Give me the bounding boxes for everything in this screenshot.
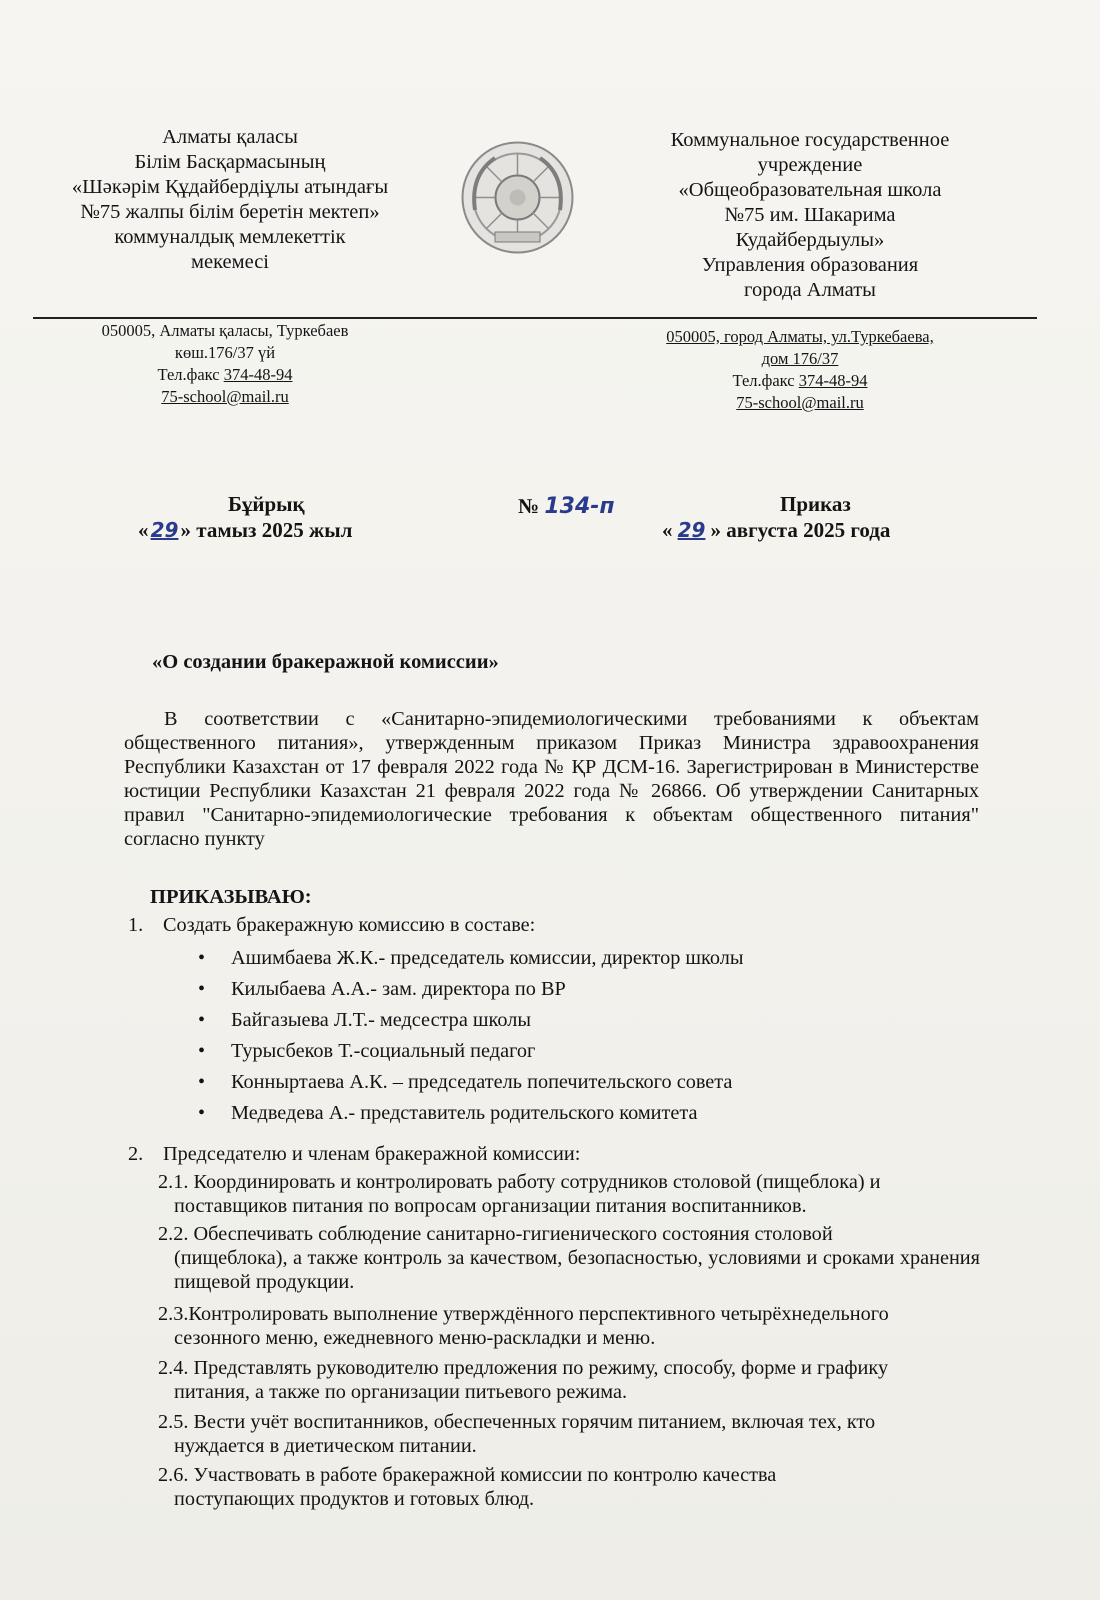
phone-kz bbox=[40, 364, 410, 386]
order-date-kz bbox=[138, 518, 352, 543]
order-title-ru: Приказ bbox=[780, 492, 851, 516]
header-kz-block bbox=[40, 125, 420, 275]
list-item: • Медведева А.- представитель родительского комитета bbox=[198, 1098, 898, 1129]
subitem-first-line: 2.4. Представлять руководителю предложения по режиму, способу, форме и графику bbox=[158, 1357, 889, 1379]
header-ru-block bbox=[600, 128, 1020, 303]
header-ru-line: «Общеобразовательная школа bbox=[678, 179, 942, 201]
phone-label: Тел.факс bbox=[732, 371, 799, 390]
phone-number: 374-48-94 bbox=[798, 371, 868, 390]
header-ru-line: города Алматы bbox=[744, 279, 876, 301]
header-kz-line: мекемесі bbox=[191, 251, 269, 273]
list-item: • Килыбаева А.А.- зам. директора по ВР bbox=[198, 974, 898, 1005]
phone-label: Тел.факс bbox=[157, 365, 224, 384]
header-kz-line: коммуналдық мемлекеттік bbox=[114, 226, 346, 248]
address-ru-block bbox=[620, 326, 980, 414]
header-kz-line: №75 жалпы білім беретін мектеп» bbox=[80, 201, 380, 223]
address-kz-line: 050005, Алматы қаласы, Туркебаев bbox=[101, 321, 349, 340]
subitem-first-line: 2.5. Вести учёт воспитанников, обеспеченных горячим питанием, включая тех, кто bbox=[158, 1411, 876, 1433]
header-kz-line: «Шәкәрім Құдайбердіұлы атындағы bbox=[71, 176, 389, 198]
list-item: • Конныртаева А.К. – председатель попечительского совета bbox=[198, 1067, 898, 1098]
subitem-continuation: питания, а также по организации питьевого режима. bbox=[174, 1381, 628, 1403]
email-kz[interactable]: 75-school@mail.ru bbox=[161, 387, 289, 406]
list-item: • Ашимбаева Ж.К.- председатель комиссии, директор школы bbox=[198, 943, 898, 974]
item-2-number: 2. bbox=[128, 1143, 144, 1165]
address-kz-line: көш.176/37 үй bbox=[174, 343, 276, 362]
kazakhstan-emblem-icon bbox=[460, 140, 575, 255]
address-ru-line: дом 176/37 bbox=[761, 349, 839, 368]
handwritten-day-kz: 29 bbox=[150, 518, 179, 542]
subitem-2-2 bbox=[158, 1222, 980, 1294]
email-ru[interactable]: 75-school@mail.ru bbox=[736, 393, 864, 412]
subitem-continuation: нуждается в диетическом питании. bbox=[174, 1435, 477, 1457]
header-divider bbox=[33, 317, 1037, 319]
order-title-kz: Бұйрық bbox=[228, 492, 305, 516]
phone-ru bbox=[620, 370, 980, 392]
order-date-ru bbox=[662, 518, 890, 543]
subitem-2-3 bbox=[158, 1302, 980, 1350]
header-kz-line: Білім Басқармасының bbox=[134, 151, 326, 173]
list-item: • Турысбеков Т.-социальный педагог bbox=[198, 1036, 898, 1067]
commission-members-list bbox=[198, 943, 898, 1129]
order-directive: ПРИКАЗЫВАЮ: bbox=[150, 886, 312, 908]
subitem-first-line: 2.6. Участвовать в работе бракеражной комиссии по контролю качества bbox=[158, 1464, 777, 1486]
list-item: • Байгазыева Л.Т.- медсестра школы bbox=[198, 1005, 898, 1036]
header-ru-line: Управления образования bbox=[701, 254, 919, 276]
item-1-number: 1. bbox=[128, 914, 144, 936]
header-ru-line: Кудайбердыулы» bbox=[735, 229, 885, 251]
subitem-2-1 bbox=[158, 1170, 980, 1218]
header-kz-line: Алматы қаласы bbox=[162, 126, 298, 148]
header-ru-line: №75 им. Шакарима bbox=[724, 204, 896, 226]
item-2-text: Председателю и членам бракеражной комиссии: bbox=[163, 1143, 581, 1165]
subitem-2-6 bbox=[158, 1463, 980, 1511]
subitem-first-line: 2.1. Координировать и контролировать работу сотрудников столовой (пищеблока) и bbox=[158, 1171, 881, 1193]
header-ru-line: Коммунальное государственное bbox=[670, 129, 950, 151]
subitem-first-line: 2.2. Обеспечивать соблюдение санитарно-гигиенического состояния столовой bbox=[158, 1223, 833, 1245]
subitem-continuation: поступающих продуктов и готовых блюд. bbox=[174, 1488, 535, 1510]
header-ru-line: учреждение bbox=[757, 154, 863, 176]
phone-number: 374-48-94 bbox=[223, 365, 293, 384]
subitem-2-5 bbox=[158, 1410, 980, 1458]
address-kz-block bbox=[40, 320, 410, 408]
subitem-continuation: поставщиков питания по вопросам организации питания воспитанников. bbox=[174, 1195, 807, 1217]
order-subject: «О создании бракеражной комиссии» bbox=[152, 651, 499, 673]
handwritten-order-number: 134-п bbox=[544, 494, 615, 519]
subitem-continuation: (пищеблока), а также контроль за качеством, безопасностью, условиями и сроками хранения пищевой продукции. bbox=[174, 1247, 980, 1293]
quote-open: « bbox=[662, 518, 673, 542]
number-label: № bbox=[518, 494, 540, 518]
quote-open: « bbox=[138, 518, 149, 542]
subitem-2-4 bbox=[158, 1356, 980, 1404]
item-1-text: Создать бракеражную комиссию в составе: bbox=[163, 914, 536, 936]
handwritten-day-ru: 29 bbox=[677, 518, 706, 542]
subitem-first-line: 2.3.Контролировать выполнение утверждённого перспективного четырёхнедельного bbox=[158, 1303, 889, 1325]
preamble-paragraph: В соответствии с «Санитарно-эпидемиологическими требованиями к объектам общественного питания», утвержденным приказом Приказ Министра здравоохранения Республики Казахстан от 17 февраля 2022 года № ҚР ДСМ-16. Зарегистрирован в Министерстве юстиции Республики Казахстан 21 февраля 2022 года № 26866. Об утверждении Санитарных правил "Санитарно-эпидемиологические требования к объектам общественного питания" согласно пункту bbox=[124, 708, 979, 850]
date-text-ru: » августа 2025 года bbox=[710, 518, 891, 542]
date-text-kz: » тамыз 2025 жыл bbox=[180, 518, 353, 542]
subitem-continuation: сезонного меню, ежедневного меню-раскладки и меню. bbox=[174, 1327, 656, 1349]
address-ru-line: 050005, город Алматы, ул.Туркебаева, bbox=[666, 327, 934, 346]
order-number bbox=[518, 494, 615, 519]
